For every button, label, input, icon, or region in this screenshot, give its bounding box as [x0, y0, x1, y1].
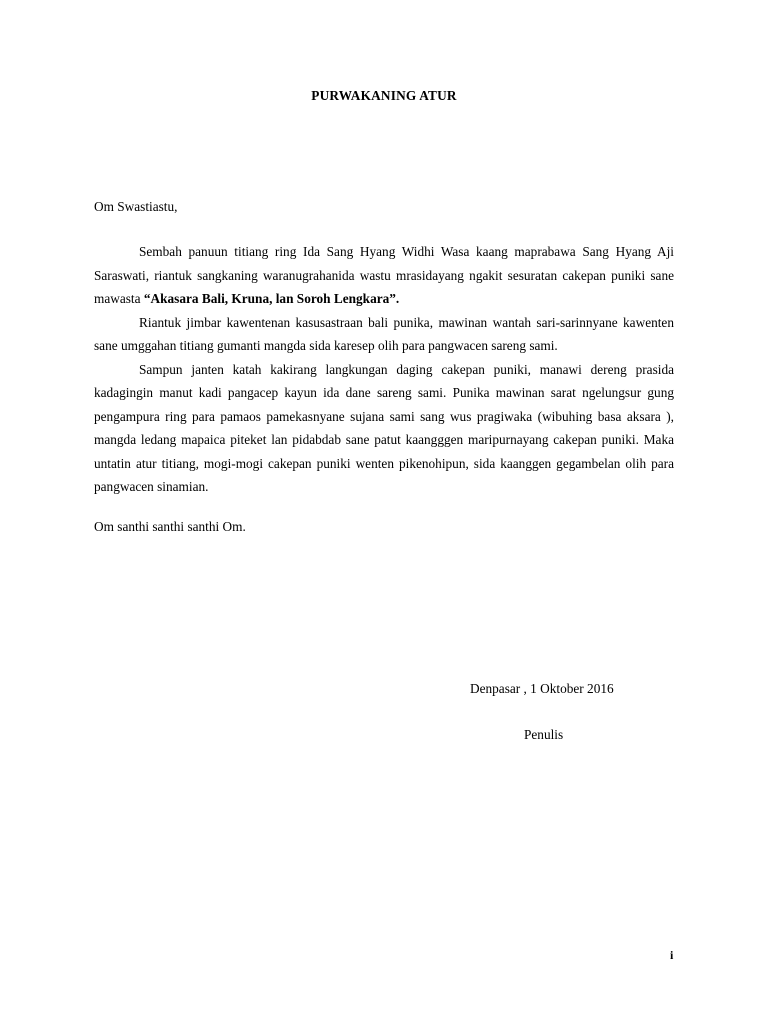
body-text [94, 240, 674, 499]
paragraph-2: Riantuk jimbar kawentenan kasusastraan bali punika, mawinan wantah sari-sarinnyane kawenten sane umggahan titiang gumanti mangda sida karesep olih para pangwacen sareng sami. [94, 314, 674, 353]
closing-greeting: Om santhi santhi santhi Om. [94, 519, 246, 534]
paragraph-1 [94, 240, 674, 311]
paragraph-3: Sampun janten katah kakirang langkungan daging cakepan puniki, manawi dereng prasida kadagingin manut kadi pangacep kayun ida dane sareng sami. Punika mawinan sarat ngelungsur gung pengampura ring para pamaos pamekasnyane sujana sami sang wus pragiwaka (wibuhing basa aksara ), mangda ledang mapaica piteket lan pidabdab sane patut kaangggen maripurnayang cakepan puniki. Maka untatin atur titiang, mogi-mogi cakepan puniki wenten pikenohipun, sida kaanggen gegambelan olih para pangwacen sinamian. [94, 361, 674, 494]
page-title: PURWAKANING ATUR [311, 88, 457, 103]
book-title: “Akasara Bali, Kruna, lan Soroh Lengkara”. [143, 291, 400, 306]
paragraph-1-text: Sembah panuun titiang ring Ida Sang Hyang Widhi Wasa kaang maprabawa Sang Hyang Aji Saraswati, riantuk sangkaning waranugrahanida wastu mrasidayang ngakit sesuratan cakepan puniki sane mawasta [94, 244, 674, 306]
author-signature: Penulis [524, 727, 564, 742]
place-date: Denpasar , 1 Oktober 2016 [470, 681, 614, 696]
opening-greeting: Om Swastiastu, [94, 199, 178, 214]
page-number: i [670, 948, 674, 962]
